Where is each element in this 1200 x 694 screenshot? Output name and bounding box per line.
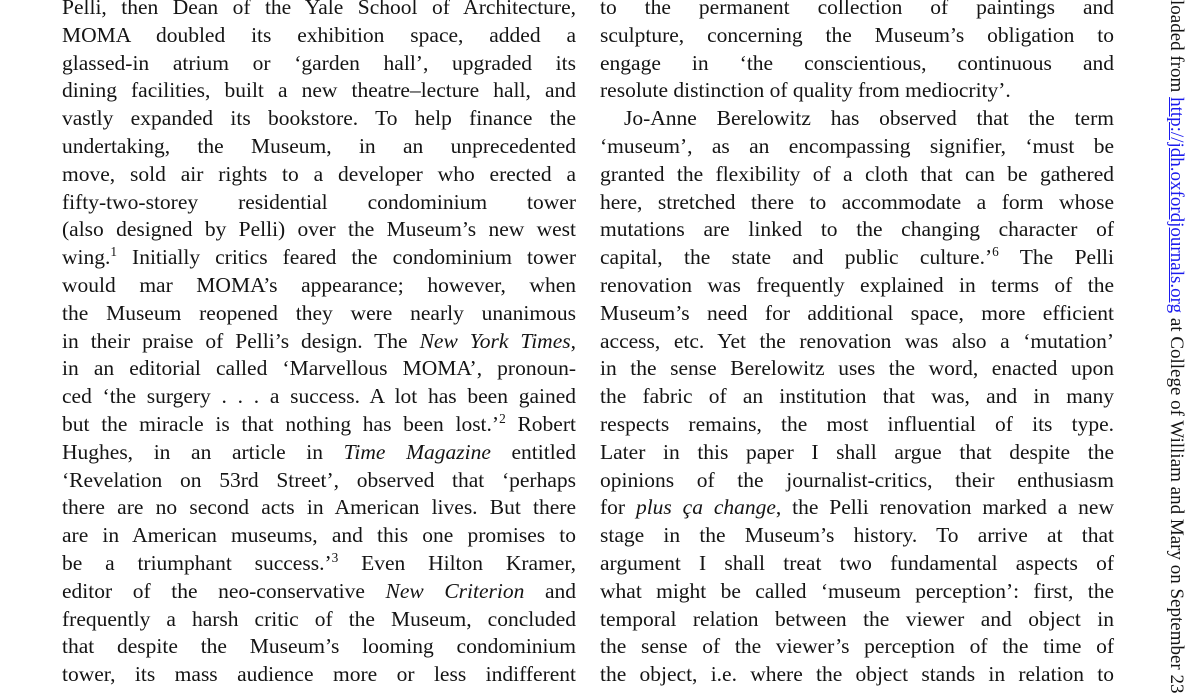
text-run: for [600, 495, 636, 520]
text-run: in their praise of Pelli’s design. The [62, 328, 420, 353]
text-run: MOMA doubled its exhibition space, added a [62, 22, 576, 47]
journal-url-link[interactable]: http://jdh.oxfordjournals.org [1166, 97, 1187, 314]
left-column-line [62, 244, 576, 272]
right-column-line [600, 77, 1114, 105]
right-column-line [600, 661, 1114, 689]
left-column-line [62, 328, 576, 356]
text-run: glassed-in atrium or ‘garden hall’, upgraded its [62, 50, 576, 75]
text-run: argument I shall treat two fundamental aspects of [600, 550, 1114, 575]
text-run: Jo-Anne Berelowitz has observed that the term [624, 106, 1114, 131]
text-run: but the miracle is that nothing has been lost.’ [62, 411, 500, 436]
text-run: respects remains, the most influential of its type. [600, 411, 1114, 436]
right-column-line [600, 272, 1114, 300]
right-column-line [600, 355, 1114, 383]
left-column-line [62, 606, 576, 634]
right-column-line [600, 22, 1114, 50]
left-column-line [62, 50, 576, 78]
right-column-line [600, 133, 1114, 161]
left-column-line [62, 355, 576, 383]
text-run: that despite the Museum’s looming condominium [62, 634, 576, 659]
text-run: engage in ‘the conscientious, continuous and [600, 50, 1114, 75]
text-run: undertaking, the Museum, in an unprecedented [62, 133, 576, 158]
right-column-line [600, 50, 1114, 78]
left-column-line [62, 77, 576, 105]
text-run: Museum’s need for additional space, more efficient [600, 300, 1114, 325]
text-run: renovation was frequently explained in terms of the [600, 272, 1114, 297]
left-column-line [62, 189, 576, 217]
text-run: be a triumphant success.’ [62, 550, 332, 575]
text-run: Pelli, then Dean of the Yale School of Architecture, [62, 0, 576, 19]
text-run: entitled [490, 439, 576, 464]
text-run: the fabric of an institution that was, and in many [600, 384, 1114, 409]
text-run: to the permanent collection of paintings and [600, 0, 1114, 19]
left-column-line [62, 522, 576, 550]
text-run: ‘museum’, as an encompassing signifier, ‘must be [600, 133, 1114, 158]
right-column-line [600, 606, 1114, 634]
side-note-prefix: loaded from [1166, 0, 1187, 98]
right-column-line [600, 633, 1114, 661]
right-column-line [600, 216, 1114, 244]
left-column-line [62, 105, 576, 133]
side-note-suffix: at College of William and Mary on September 23 [1166, 313, 1187, 694]
text-run: capital, the state and public culture.’ [600, 245, 993, 270]
left-column-line [62, 133, 576, 161]
left-column-line [62, 411, 576, 439]
left-column-line [62, 578, 576, 606]
italic-title: plus ça change [635, 495, 776, 520]
text-run: granted the flexibility of a cloth that can be gathered [600, 161, 1114, 186]
left-text-column [62, 0, 576, 689]
text-run: ced ‘the surgery . . . a success. A lot has been gained [62, 384, 576, 409]
download-side-note [1158, 0, 1194, 694]
text-run: , the Pelli renovation marked a new [775, 495, 1114, 520]
text-run: sculpture, concerning the Museum’s obligation to [600, 22, 1114, 47]
text-run: vastly expanded its bookstore. To help finance the [62, 106, 576, 131]
text-run: resolute distinction of quality from mediocrity’. [600, 78, 1011, 103]
text-run: editor of the neo-conservative [62, 578, 386, 603]
text-run: access, etc. Yet the renovation was also a ‘mutation’ [600, 328, 1114, 353]
left-column-line [62, 439, 576, 467]
text-run: temporal relation between the viewer and object in [600, 606, 1114, 631]
left-column-line [62, 161, 576, 189]
left-column-line [62, 661, 576, 689]
right-column-line [600, 522, 1114, 550]
text-run: the Museum reopened they were nearly unanimous [62, 300, 576, 325]
text-run: fifty-two-storey residential condominium tower [62, 189, 576, 214]
text-run: what might be called ‘museum perception’: first, the [600, 578, 1114, 603]
right-column-line [600, 494, 1114, 522]
left-column-line [62, 216, 576, 244]
left-column-line [62, 272, 576, 300]
text-run: Initially critics feared the condominium tower [117, 245, 576, 270]
right-column-line [600, 411, 1114, 439]
left-column-line [62, 494, 576, 522]
text-run: ‘Revelation on 53rd Street’, observed that ‘perhaps [62, 467, 576, 492]
footnote-marker: 6 [992, 244, 999, 260]
text-run: Later in this paper I shall argue that despite the [600, 439, 1114, 464]
footnote-marker: 3 [331, 549, 339, 565]
italic-title: Time Magazine [343, 439, 491, 464]
text-run: The Pelli [998, 245, 1114, 270]
text-run: tower, its mass audience more or less indifferent [62, 662, 576, 687]
text-run: frequently a harsh critic of the Museum, concluded [62, 606, 576, 631]
right-column-line [600, 578, 1114, 606]
text-run: , [570, 328, 576, 353]
text-run: here, stretched there to accommodate a form whose [600, 189, 1114, 214]
right-column-line [600, 244, 1114, 272]
left-column-line [62, 300, 576, 328]
italic-title: New Criterion [385, 578, 525, 603]
text-run: Robert [505, 411, 576, 436]
text-run: Hughes, in an article in [62, 439, 344, 464]
text-run: and [524, 578, 577, 603]
text-run: in the sense Berelowitz uses the word, enacted upon [600, 356, 1114, 381]
right-column-line [600, 189, 1114, 217]
left-column-line [62, 550, 576, 578]
right-column-line [600, 161, 1114, 189]
right-column-line [600, 300, 1114, 328]
text-run: opinions of the journalist-critics, their enthusiasm [600, 467, 1114, 492]
right-column-line [600, 105, 1114, 133]
text-run: mutations are linked to the changing character of [600, 217, 1114, 242]
text-run: would mar MOMA’s appearance; however, when [62, 272, 576, 297]
left-column-line [62, 383, 576, 411]
right-column-line [600, 328, 1114, 356]
left-column-line [62, 467, 576, 495]
footnote-marker: 1 [110, 244, 118, 260]
text-run: dining facilities, built a new theatre–lecture hall, and [62, 78, 576, 103]
text-run: are in American museums, and this one promises to [62, 523, 576, 548]
footnote-marker: 2 [499, 410, 506, 426]
text-run: there are no second acts in American lives. But there [62, 495, 576, 520]
text-run: Even Hilton Kramer, [338, 550, 576, 575]
right-column-line [600, 0, 1114, 22]
left-column-line [62, 22, 576, 50]
italic-title: New York Times [419, 328, 571, 353]
text-run: wing. [62, 245, 111, 270]
right-column-line [600, 467, 1114, 495]
right-column-line [600, 550, 1114, 578]
left-column-line [62, 633, 576, 661]
right-text-column [600, 0, 1114, 689]
text-run: stage in the Museum’s history. To arrive at that [600, 523, 1114, 548]
text-run: (also designed by Pelli) over the Museum’s new west [62, 217, 576, 242]
right-column-line [600, 439, 1114, 467]
right-column-line [600, 383, 1114, 411]
text-run: move, sold air rights to a developer who erected a [62, 161, 576, 186]
text-run: in an editorial called ‘Marvellous MOMA’, pronoun- [62, 356, 576, 381]
left-column-line [62, 0, 576, 22]
text-run: the sense of the viewer’s perception of the time of [600, 634, 1114, 659]
text-run: the object, i.e. where the object stands in relation to [600, 662, 1114, 687]
